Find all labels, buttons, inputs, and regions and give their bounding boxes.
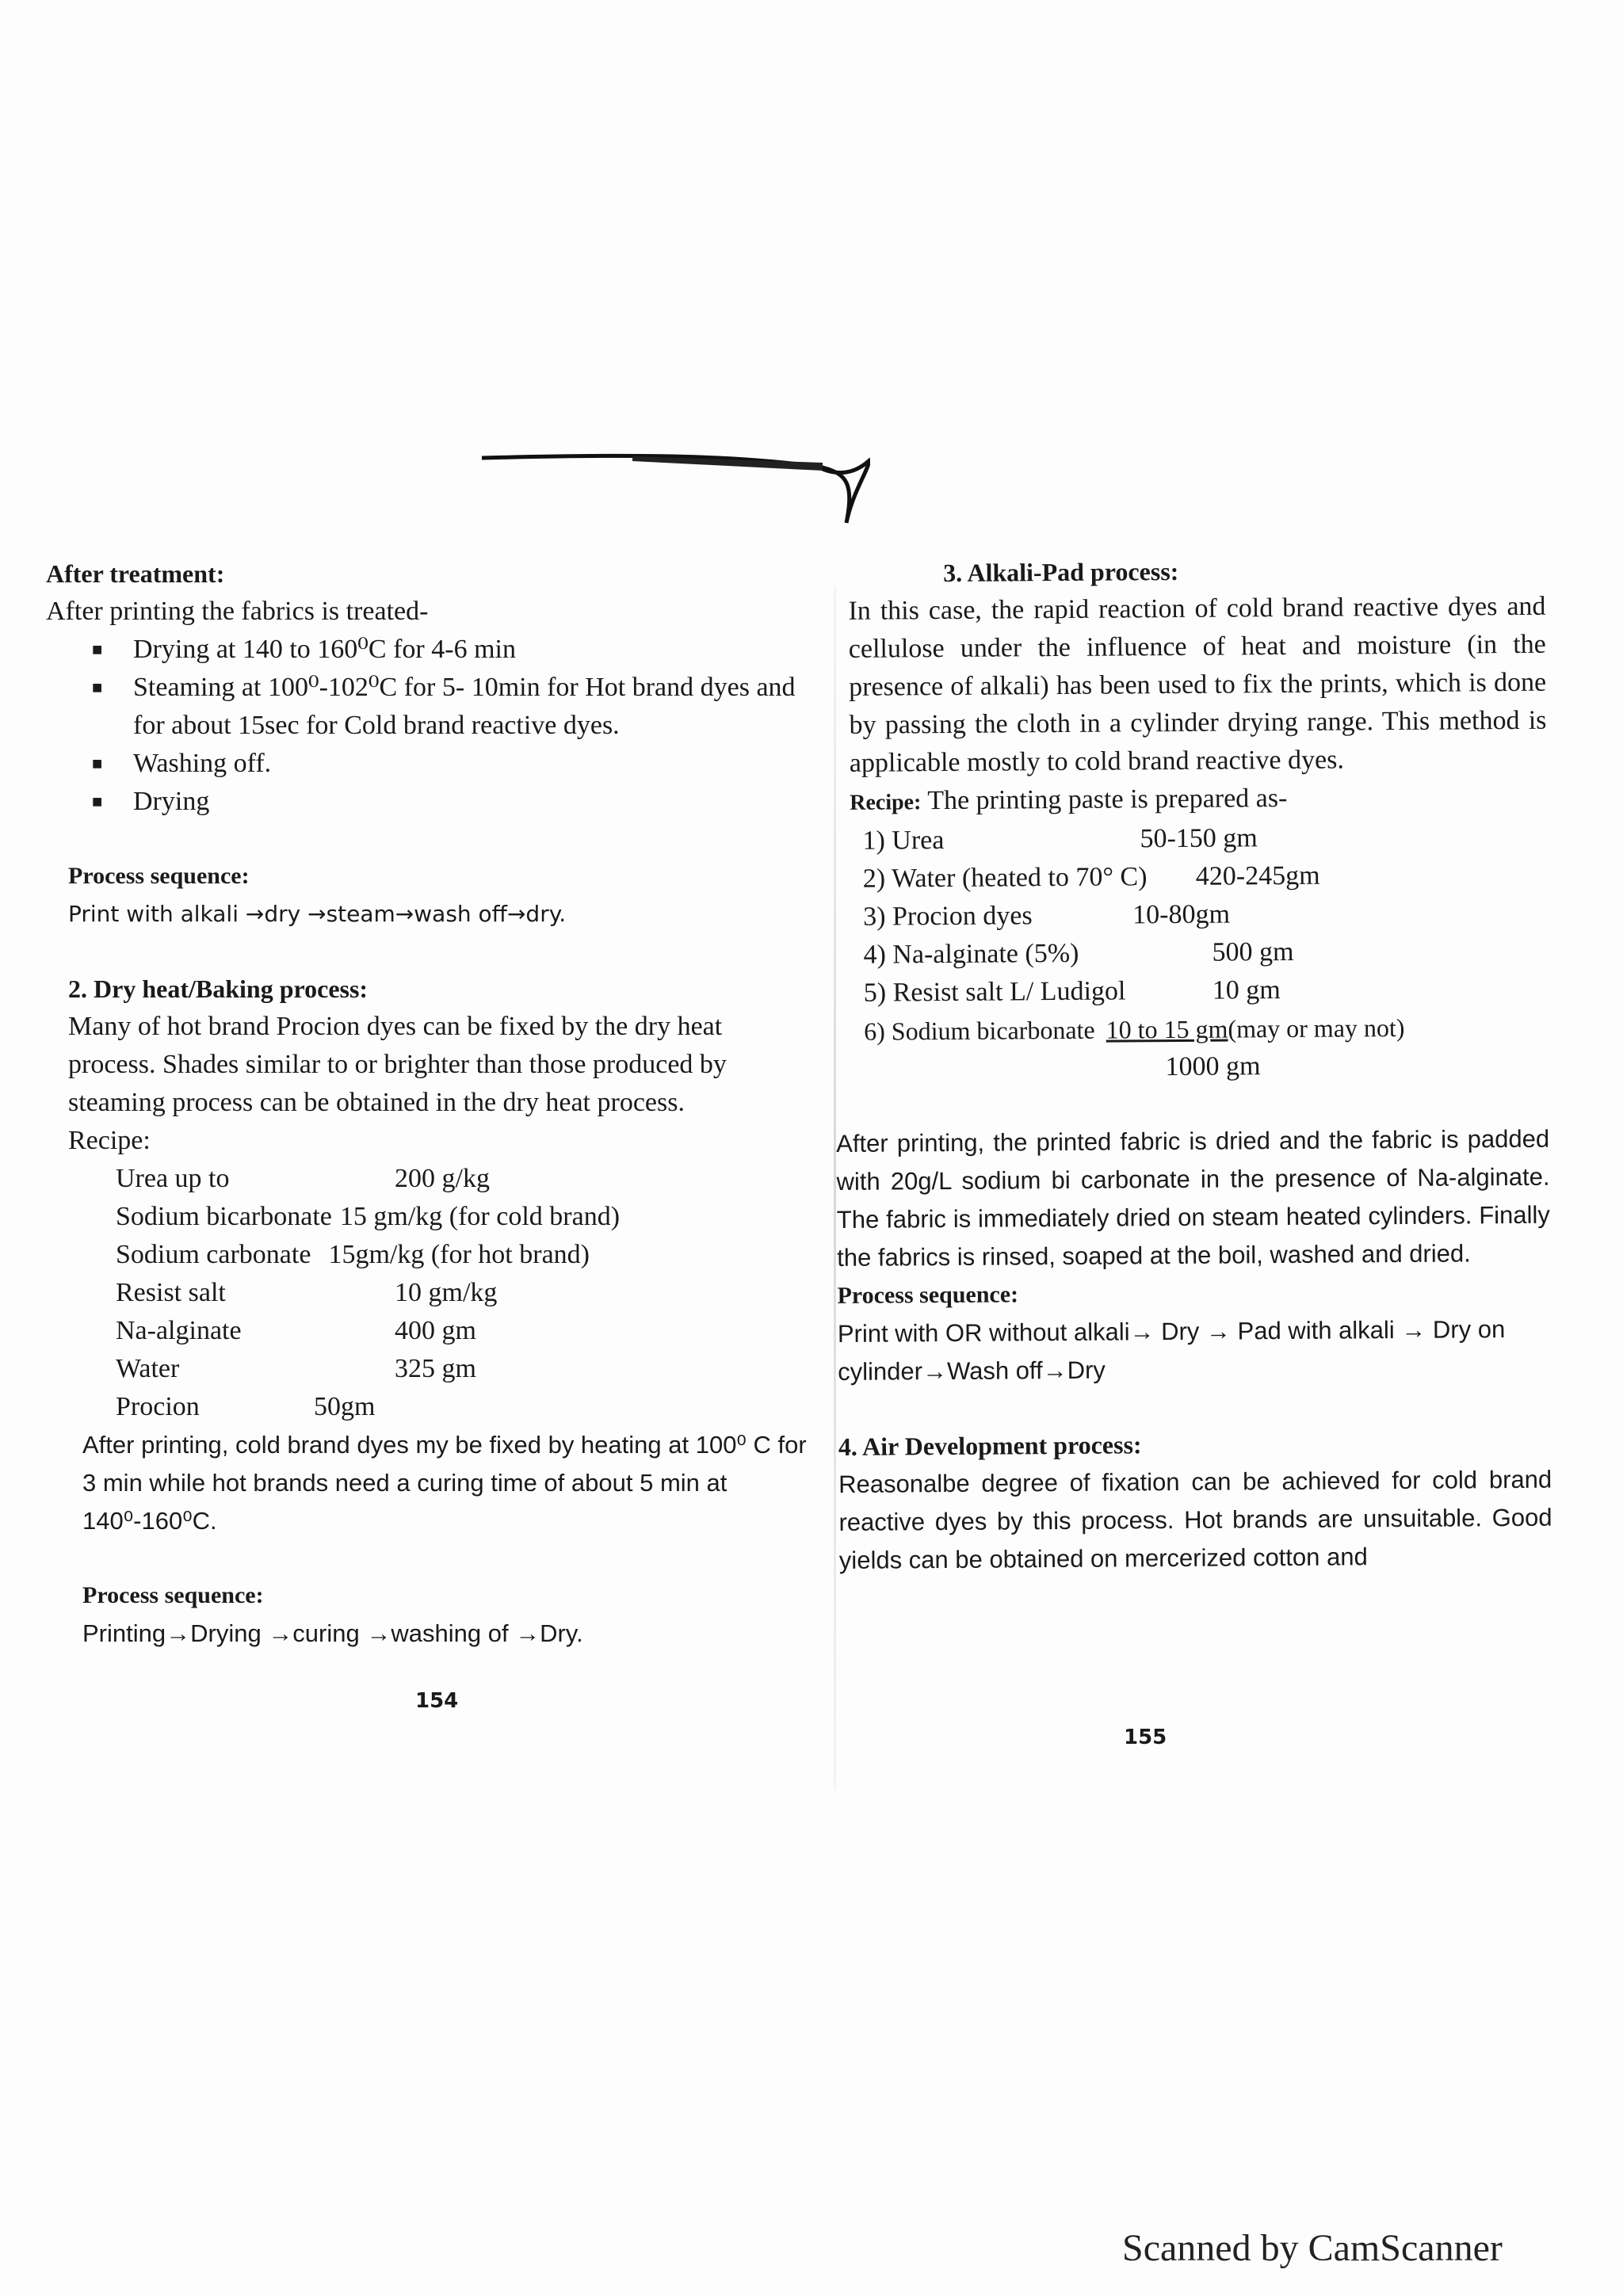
process-sequence-text: Print with alkali →dry →steam→wash off→dry. [68,901,567,927]
dry-heat-after-text: After printing, cold brand dyes my be fixed by heating at 100⁰ C for 3 min while hot brands need a curing time of about 5 min at 140⁰-160⁰C. [82,1431,807,1535]
left-page [46,555,807,1653]
recipe-row: 2) Water (heated to 70° C) 420-245gm [862,860,1320,894]
alkali-pad-after-text: After printing, the printed fabric is dried and the fabric is padded with 20g/L sodium bi carbonate in the presence of Na-alginate. The fabric is immediately dried on steam heated cylinders. Finally the fabrics is rinsed, soaped at the boil, washed and dried. [836,1124,1550,1272]
alkali-pad-paragraph: In this case, the rapid reaction of cold brand reactive dyes and cellulose under the influence of heat and moisture (in the presence of alkali) has been used to fix the prints, which is done by passing the cloth in a cylinder drying range. This method is applicable mostly to cold brand reactive dyes. [848,591,1547,778]
process-sequence-heading: Process sequence: [68,863,250,889]
recipe-intro-line: Recipe: The printing paste is prepared as- [850,783,1288,816]
recipe-row: Urea up to 200 g/kg [116,1164,490,1193]
recipe-label: Recipe: [68,1126,151,1155]
bullet-icon: ■ [92,791,103,811]
bullet-item: ■ Steaming at 100⁰-102⁰C for 5- 10min for Hot brand dyes and for about 15sec for Cold brand reactive dyes. [92,669,807,745]
dry-heat-paragraph: Many of hot brand Procion dyes can be fixed by the dry heat process. Shades similar to or brighter than those produced by steaming process can be obtained in the dry heat process. [68,1012,727,1117]
process-sequence-heading: Process sequence: [837,1281,1019,1309]
dry-heat-recipe [46,1160,807,1426]
air-development-heading: 4. Air Development process: [838,1430,1142,1461]
recipe-row: 6) Sodium bicarbonate 10 to 15 gm (may or may not) [864,1013,1405,1046]
right-page [832,550,1552,1580]
bullet-icon: ■ [92,753,103,773]
page-number: 155 [1124,1726,1167,1749]
process-sequence-text: Print with OR without alkali→ Dry → Pad with alkali → Dry on cylinder→Wash off→Dry [837,1315,1506,1386]
recipe-total: 1000 gm [1165,1051,1261,1082]
process-sequence-text: Printing→Drying →curing →washing of →Dry. [82,1619,583,1647]
bullet-item: ■ Drying [92,783,807,821]
bullet-item: ■ Washing off. [92,745,807,783]
recipe-row: Resist salt 10 gm/kg [116,1278,498,1307]
page-number: 154 [415,1689,459,1713]
recipe-row: 3) Procion dyes 10-80gm [863,899,1231,932]
recipe-row: Sodium bicarbonate 15 gm/kg (for cold brand) [116,1202,621,1231]
recipe-row: Sodium carbonate 15gm/kg (for hot brand) [116,1240,590,1269]
recipe-row: Water 325 gm [116,1354,476,1383]
process-sequence-heading: Process sequence: [82,1582,264,1608]
after-treatment-heading: After treatment: [46,559,225,588]
air-development-paragraph: Reasonalbe degree of fixation can be achieved for cold brand reactive dyes by this process. Hot brands are unsuitable. Good yields can be obtained on mercerized cotton and [838,1465,1552,1574]
decorative-flourish [474,444,870,539]
recipe-row: Na-alginate 400 gm [116,1316,476,1345]
bullet-icon: ■ [92,677,103,697]
alkali-pad-heading: 3. Alkali-Pad process: [943,556,1179,588]
recipe-row: 5) Resist salt L/ Ludigol 10 gm [863,975,1281,1008]
dry-heat-heading: 2. Dry heat/Baking process: [68,974,369,1003]
bullet-item: ■ Drying at 140 to 160⁰C for 4-6 min [92,631,807,669]
recipe-row: Procion 50gm [116,1392,376,1421]
recipe-row: 4) Na-alginate (5%) 500 gm [863,936,1294,970]
bullet-icon: ■ [92,639,103,659]
after-treatment-intro: After printing the fabrics is treated- [46,597,429,626]
recipe-row: 1) Urea 50-150 gm [862,823,1258,856]
scanner-watermark: Scanned by CamScanner [1122,2227,1503,2269]
alkali-pad-recipe [834,818,1549,1089]
